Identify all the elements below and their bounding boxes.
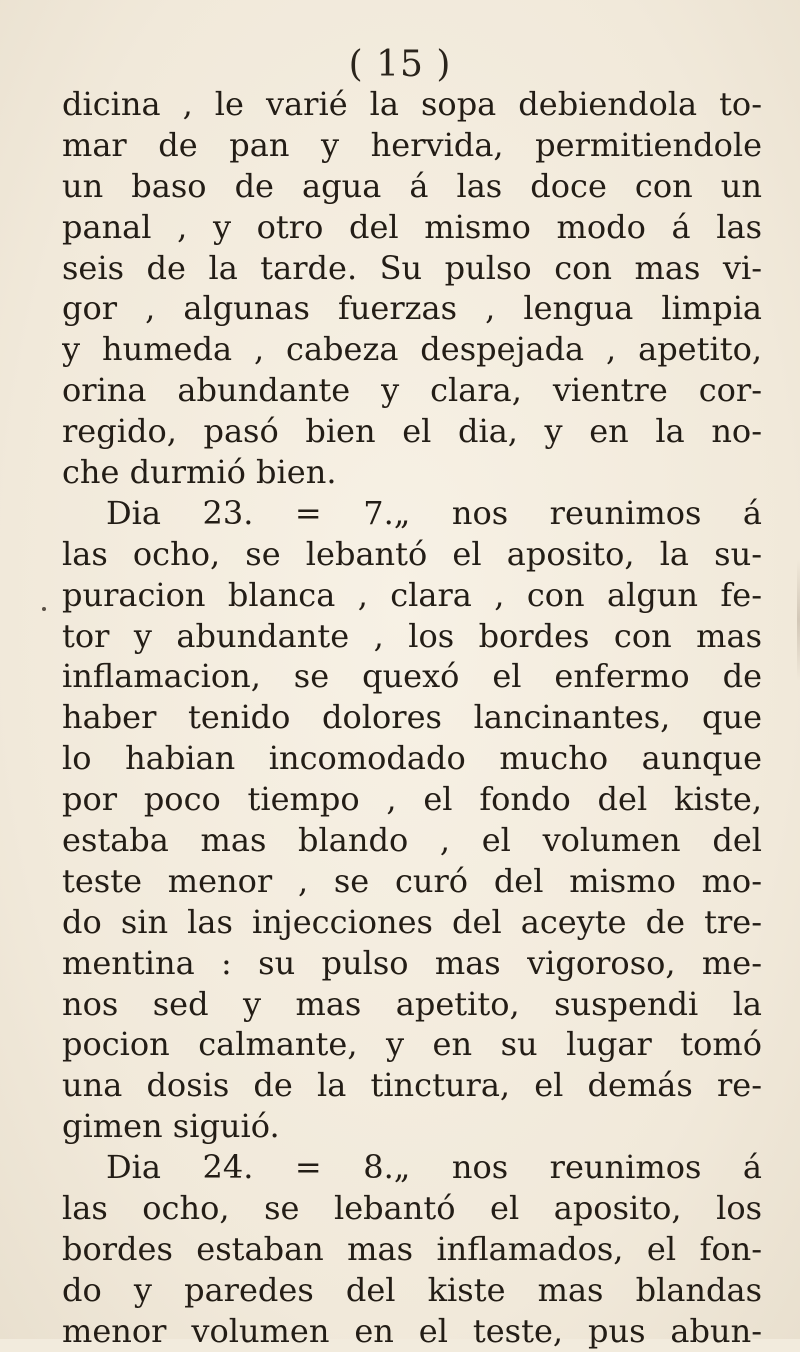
text-line: las ocho, se lebantó el aposito, la su-	[62, 534, 762, 573]
text-line: teste menor , se curó del mismo mo-	[62, 861, 762, 900]
text-line: pocion calmante, y en su lugar tomó	[62, 1025, 762, 1064]
text-line: tor y abundante , los bordes con mas	[62, 616, 762, 655]
text-line: puracion blanca , clara , con algun fe-	[62, 575, 762, 614]
margin-mark	[42, 607, 46, 611]
text-line: una dosis de la tinctura, el demás re-	[62, 1066, 762, 1105]
text-line: gor , algunas fuerzas , lengua limpia	[62, 289, 762, 328]
text-line: do sin las injecciones del aceyte de tre-	[62, 902, 762, 941]
text-line: do y paredes del kiste mas blandas	[62, 1270, 762, 1309]
text-line: haber tenido dolores lancinantes, que	[62, 698, 762, 737]
text-line: menor volumen en el teste, pus abun-	[62, 1311, 762, 1350]
text-line: las ocho, se lebantó el aposito, los	[62, 1189, 762, 1228]
text-line: regido, pasó bien el dia, y en la no-	[62, 412, 762, 451]
text-line: estaba mas blando , el volumen del	[62, 821, 762, 860]
text-line: Dia 23. = 7.„ nos reunimos á	[106, 493, 762, 532]
text-line: che durmió bien.	[62, 453, 337, 492]
text-line: gimen siguió.	[62, 1107, 280, 1146]
text-line: panal , y otro del mismo modo á las	[62, 207, 762, 246]
text-line: orina abundante y clara, vientre cor-	[62, 371, 762, 410]
text-line: un baso de agua á las doce con un	[62, 166, 762, 205]
text-line: mar de pan y hervida, permitiendole	[62, 125, 762, 164]
text-line: seis de la tarde. Su pulso con mas vi-	[62, 248, 762, 287]
text-line: lo habian incomodado mucho aunque	[62, 739, 762, 778]
text-line: mentina : su pulso mas vigoroso, me-	[62, 943, 762, 982]
text-line: nos sed y mas apetito, suspendi la	[62, 984, 762, 1023]
text-line: bordes estaban mas inflamados, el fon-	[62, 1229, 762, 1268]
text-line: dicina , le varié la sopa debiendola to-	[62, 85, 762, 123]
text-line: y humeda , cabeza despejada , apetito,	[62, 330, 762, 369]
body-text	[62, 84, 762, 1352]
text-line: inflamacion, se quexó el enfermo de	[62, 657, 762, 696]
page-number: ( 15 )	[348, 44, 452, 85]
text-line: Dia 24. = 8.„ nos reunimos á	[106, 1148, 762, 1187]
text-line: por poco tiempo , el fondo del kiste,	[62, 780, 762, 819]
